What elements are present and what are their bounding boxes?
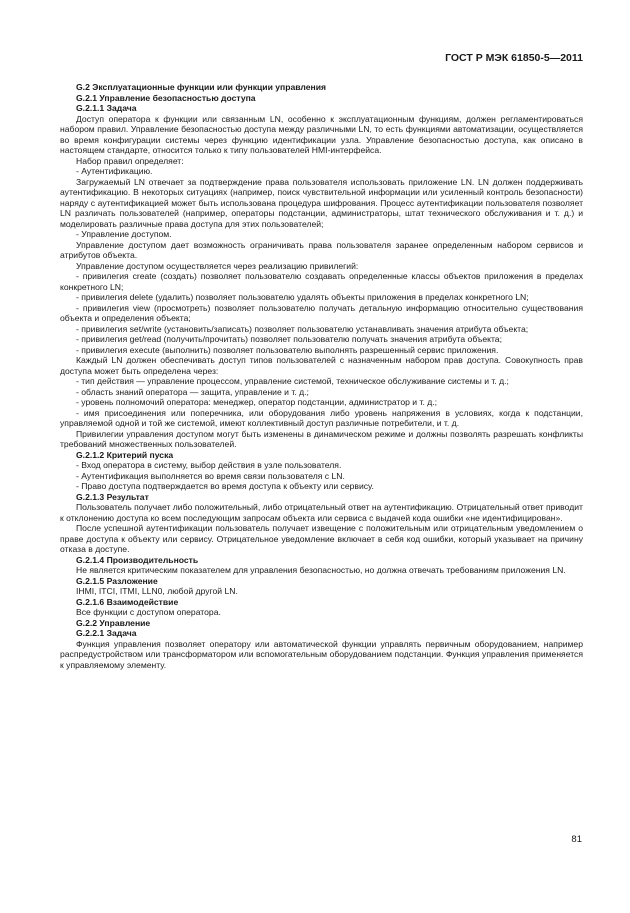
body-paragraph: - область знаний оператора — защита, управление и т. д.; <box>76 386 309 397</box>
body-paragraph: - Право доступа подтверждается во время доступа к объекту или сервису. <box>76 481 374 491</box>
section-heading: G.2.1.6 Взаимодействие <box>76 596 179 607</box>
body-paragraph: Набор правил определяет: <box>76 155 184 166</box>
section-heading: G.2.1.3 Результат <box>76 491 149 502</box>
section-heading: G.2.1 Управление безопасностью доступа <box>76 92 256 103</box>
body-paragraph: - привилегия create (создать) позволяет пользователю создавать определенные классы объектов приложения в пределах конкретного LN; <box>60 271 583 292</box>
body-paragraph: - имя присоединения или поперечника, или оборудования либо уровень напряжения в условиях, когда к подстанции, управляемой одной и той же системой, имеют коллективный доступ различные потребители, и т. д. <box>60 407 583 428</box>
body-paragraph: - привилегия delete (удалить) позволяет пользователю удалять объекты приложения в пределах конкретного LN; <box>76 292 529 302</box>
body-paragraph: - Вход оператора в систему, выбор действия в узле пользователя. <box>76 460 342 470</box>
body-paragraph: Каждый LN должен обеспечивать доступ типов пользователей с назначенным набором прав доступа. Совокупность прав доступа может быть определена через: <box>60 355 583 376</box>
body-paragraph: Пользователь получает либо положительный, либо отрицательный ответ на аутентификацию. Отрицательный ответ приводит к отклонению доступа ко всем последующим запросам объекта или сервиса с выдачей кода ошибки «не идентифицирован». <box>60 502 583 523</box>
body-paragraph: - привилегия view (просмотреть) позволяет пользователю получать детальную информацию относительно существования объекта и определения объекта; <box>60 302 583 323</box>
section-heading: G.2.1.1 Задача <box>76 103 137 113</box>
section-heading: G.2.1.2 Критерий пуска <box>76 449 174 460</box>
body-paragraph: - уровень полномочий оператора: менеджер, оператор подстанции, администратор и т. д.; <box>76 397 438 407</box>
body-paragraph: - привилегия set/write (установить/записать) позволяет пользователю устанавливать значения атрибута объекта; <box>76 323 529 334</box>
section-heading: G.2.2 Управление <box>76 617 151 628</box>
section-heading: G.2.1.4 Производительность <box>76 554 199 565</box>
body-paragraph: Привилегии управления доступом могут быть изменены в динамическом режиме и должны позволять разрешать конфликты требований множественных пользователей. <box>60 428 583 449</box>
body-paragraph: - привилегия execute (выполнить) позволяет пользователю выполнять разрешенный сервис приложения. <box>76 344 499 355</box>
page-number: 81 <box>571 834 582 845</box>
document-body <box>60 82 583 670</box>
body-paragraph: Не является критическим показателем для управления безопасностью, но должна отвечать требованиям приложения LN. <box>76 565 566 575</box>
body-paragraph: Все функции с доступом оператора. <box>76 607 221 617</box>
body-paragraph: - Аутентификацию. <box>76 166 153 176</box>
body-paragraph: - Управление доступом. <box>76 229 172 239</box>
body-paragraph: - тип действия — управление процессом, управление системой, техническое обслуживание системы и т. д.; <box>76 376 509 386</box>
body-paragraph: - привилегия get/read (получить/прочитать) позволяет пользователю получать значения атрибута объекта; <box>76 334 502 344</box>
body-paragraph: Управление доступом осуществляется через реализацию привилегий: <box>76 260 359 271</box>
body-paragraph: Управление доступом дает возможность ограничивать права пользователя заранее определенным набором сервисов и атрибутов объекта. <box>60 239 583 260</box>
section-heading: G.2.1.5 Разложение <box>76 575 158 586</box>
body-paragraph: Функция управления позволяет оператору или автоматической функции управлять первичным оборудованием, например распредустройством или трансформатором или вспомогательным оборудованием подстанции. Функция управления применяется к управляемому элементу. <box>60 638 583 670</box>
body-paragraph: IHMI, ITCI, ITMI, LLN0, любой другой LN. <box>76 586 238 596</box>
body-paragraph: После успешной аутентификации пользователь получает извещение с положительным или отрицательным уведомлением о праве доступа к объекту или сервису. Отрицательное уведомление включает в себя код ошибки, который указывает на причину отказа в доступе. <box>60 523 583 554</box>
section-heading: G.2 Эксплуатационные функции или функции управления <box>76 82 327 92</box>
body-paragraph: Загружаемый LN отвечает за подтверждение права пользователя использовать приложение LN. LN должен поддерживать аутентификацию. В некоторых ситуациях (например, поиск чувствительной информации или усиленный контроль безопасности) наряду с аутентификацией может быть использована процедура шифрования. Процесс аутентификации пользователя позволяет LN различать пользователей (например, операторы подстанции, администраторы, штат технического обслуживания и т. д.) и моделировать различные права доступа для этих пользователей; <box>60 176 583 229</box>
document-header-id: ГОСТ Р МЭК 61850-5—2011 <box>445 52 583 64</box>
body-paragraph: Доступ оператора к функции или связанным LN, особенно к эксплуатационным функциям, должен регламентироваться набором правил. Управление безопасностью доступа между различными LN, то есть функциями автоматизации, осуществляется во время конфигурации системы через функцию идентификации узла. Управление безопасностью доступа, как описано в настоящем стандарте, относится только к типу пользователей HMI-интерфейса. <box>60 113 583 155</box>
section-heading: G.2.2.1 Задача <box>76 628 137 638</box>
body-paragraph: - Аутентификация выполняется во время связи пользователя с LN. <box>76 470 345 481</box>
